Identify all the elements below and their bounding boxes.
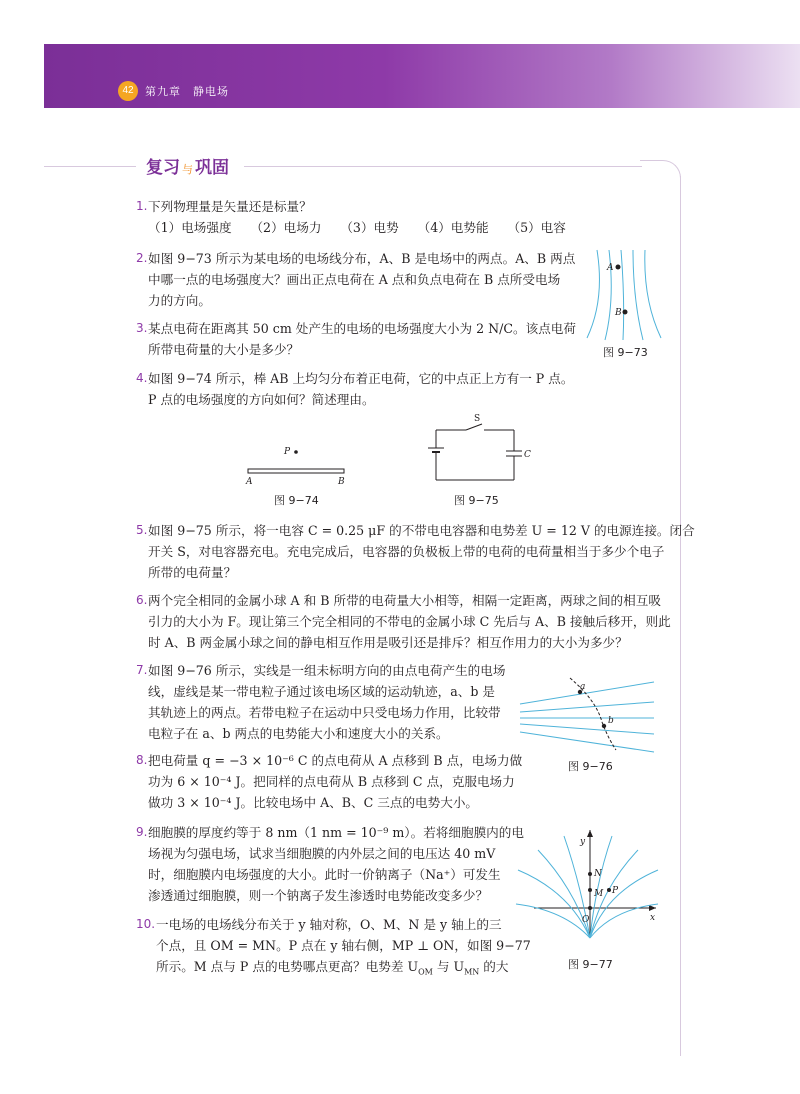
figure-9-77 bbox=[510, 830, 660, 938]
question-number: 2. bbox=[136, 251, 148, 265]
fig77-caption: 图 9−77 bbox=[568, 958, 613, 971]
subscript-om: OM bbox=[418, 967, 433, 977]
section-rule-left bbox=[44, 166, 136, 167]
question-line: 时，细胞膜内电场强度的大小。此时一价钠离子（Na⁺）可发生 bbox=[148, 867, 501, 882]
fig76-caption: 图 9−76 bbox=[568, 760, 613, 773]
question-line: 引力的大小为 F。现让第三个完全相同的不带电的金属小球 C 先后与 A、B 接触后移开，则此 bbox=[148, 614, 671, 629]
question-line: 如图 9−76 所示，实线是一组未标明方向的由点电荷产生的电场 bbox=[148, 663, 506, 678]
q10-line3-text-b: 与 U bbox=[436, 959, 465, 974]
question-line: 电粒子在 a、b 两点的电势能大小和速度大小的关系。 bbox=[148, 726, 449, 741]
question-number: 3. bbox=[136, 321, 148, 335]
fig74-label-b: B bbox=[338, 477, 345, 487]
question-line: 某点电荷在距离其 50 cm 处产生的电场的电场强度大小为 2 N/C。该点电荷 bbox=[148, 321, 576, 336]
question-line: 做功 3 × 10⁻⁴ J。比较电场中 A、B、C 三点的电势大小。 bbox=[148, 795, 479, 810]
question-line: 如图 9−73 所示为某电场的电场线分布，A、B 是电场中的两点。A、B 两点 bbox=[148, 251, 576, 266]
question-8 bbox=[136, 750, 522, 813]
fig75-caption: 图 9−75 bbox=[454, 494, 499, 507]
question-9 bbox=[136, 822, 524, 906]
question-number: 8. bbox=[136, 753, 148, 767]
right-border-line bbox=[680, 176, 681, 1056]
question-line: 把电荷量 q = −3 × 10⁻⁶ C 的点电荷从 A 点移到 B 点，电场力做 bbox=[148, 753, 523, 768]
fig74-label-p: P bbox=[284, 447, 291, 457]
question-line: 下列物理量是矢量还是标量？ bbox=[148, 199, 312, 214]
question-line: 如图 9−75 所示，将一电容 C = 0.25 μF 的不带电电容器和电势差 U = 12 V 的电源连接。闭合 bbox=[148, 523, 695, 538]
chapter-title: 第九章 静电场 bbox=[145, 86, 229, 98]
fig73-label-a: A bbox=[607, 263, 614, 273]
question-line: 两个完全相同的金属小球 A 和 B 所带的电荷量大小相等，相隔一定距离，两球之间的相互吸 bbox=[148, 593, 661, 608]
question-number: 9. bbox=[136, 825, 148, 839]
question-line: 力的方向。 bbox=[148, 293, 211, 308]
page-number: 42 bbox=[118, 81, 138, 101]
question-number: 6. bbox=[136, 593, 148, 607]
question-number: 10. bbox=[136, 917, 156, 931]
question-line: 场视为匀强电场，试求当细胞膜的内外层之间的电压达 40 mV bbox=[148, 846, 496, 861]
question-3 bbox=[136, 318, 576, 360]
question-1 bbox=[136, 196, 566, 238]
question-line: 中哪一点的电场强度大？画出正点电荷在 A 点和负点电荷在 B 点所受电场 bbox=[148, 272, 561, 287]
question-line: （1）电场强度 （2）电场力 （3）电势 （4）电势能 （5）电容 bbox=[148, 220, 566, 235]
section-title-right: 巩固 bbox=[195, 158, 229, 178]
question-line: 时 A、B 两金属小球之间的静电相互作用是吸引还是排斥？相互作用力的大小为多少？ bbox=[148, 635, 628, 650]
figure-9-76 bbox=[516, 676, 656, 752]
question-number: 7. bbox=[136, 663, 148, 677]
question-number: 1. bbox=[136, 199, 148, 213]
fig73-caption: 图 9−73 bbox=[603, 346, 648, 359]
question-line: 功为 6 × 10⁻⁴ J。把同样的点电荷从 B 点移到 C 点，克服电场力 bbox=[148, 774, 515, 789]
fig76-label-b: b bbox=[608, 716, 614, 726]
question-number: 4. bbox=[136, 371, 148, 385]
figure-9-74 bbox=[244, 440, 348, 486]
section-title-mid: 与 bbox=[182, 163, 193, 176]
question-7 bbox=[136, 660, 505, 744]
section-title-left: 复习 bbox=[146, 158, 180, 178]
fig75-label-s: S bbox=[474, 414, 481, 424]
fig76-label-a: a bbox=[580, 682, 586, 692]
fig77-label-y: y bbox=[580, 837, 586, 847]
fig77-label-o: O bbox=[582, 915, 590, 925]
question-line: 如图 9−74 所示，棒 AB 上均匀分布着正电荷，它的中点正上方有一 P 点。 bbox=[148, 371, 574, 386]
section-rule-right bbox=[244, 166, 642, 167]
question-number: 5. bbox=[136, 523, 148, 537]
figure-9-75 bbox=[410, 410, 540, 486]
fig74-caption: 图 9−74 bbox=[274, 494, 319, 507]
question-line bbox=[156, 956, 531, 983]
question-line: 细胞膜的厚度约等于 8 nm（1 nm = 10⁻⁹ m）。若将细胞膜内的电 bbox=[148, 825, 524, 840]
subscript-mn: MN bbox=[464, 967, 480, 977]
q10-line3-text: 所示。M 点与 P 点的电势哪点更高？电势差 U bbox=[156, 959, 419, 974]
fig74-label-a: A bbox=[246, 477, 253, 487]
right-border-curve bbox=[640, 160, 681, 185]
fig77-label-x: x bbox=[650, 913, 656, 923]
section-title bbox=[146, 153, 229, 178]
question-line: 个点，且 OM = MN。P 点在 y 轴右侧，MP ⊥ ON，如图 9−77 bbox=[156, 938, 531, 953]
question-line: P 点的电场强度的方向如何？简述理由。 bbox=[148, 392, 375, 407]
question-6 bbox=[136, 590, 671, 653]
question-5 bbox=[136, 520, 695, 583]
question-line: 其轨迹上的两点。若带电粒子在运动中只受电场力作用，比较带 bbox=[148, 705, 501, 720]
fig77-label-p: P bbox=[612, 886, 619, 896]
question-line: 线，虚线是某一带电粒子通过该电场区域的运动轨迹，a、b 是 bbox=[148, 684, 496, 699]
figure-9-73 bbox=[585, 250, 665, 340]
question-line: 开关 S，对电容器充电。充电完成后，电容器的负极板上带的电荷的电荷量相当于多少个电子 bbox=[148, 544, 665, 559]
question-10 bbox=[136, 914, 531, 983]
question-line: 一电场的电场线分布关于 y 轴对称，O、M、N 是 y 轴上的三 bbox=[156, 917, 502, 932]
fig77-label-n: N bbox=[594, 869, 602, 879]
q10-line3-text-c: 的大 bbox=[483, 959, 509, 974]
question-line: 所带的电荷量？ bbox=[148, 565, 237, 580]
question-line: 所带电荷量的大小是多少？ bbox=[148, 342, 300, 357]
question-2 bbox=[136, 248, 575, 311]
fig73-label-b: B bbox=[615, 308, 622, 318]
question-line: 渗透通过细胞膜，则一个钠离子发生渗透时电势能改变多少？ bbox=[148, 888, 489, 903]
fig77-label-m: M bbox=[594, 889, 604, 899]
fig75-label-c: C bbox=[524, 450, 531, 460]
question-4 bbox=[136, 368, 573, 410]
